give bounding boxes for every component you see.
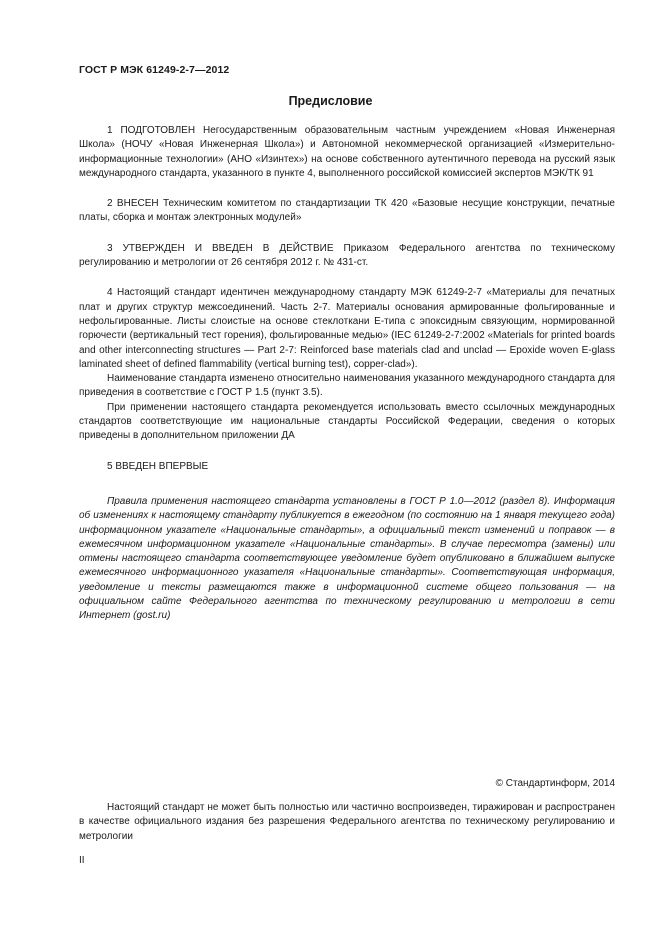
application-rules-notice: Правила применения настоящего стандарта установлены в ГОСТ Р 1.0—2012 (раздел 8). Информация об изменениях к настоящему стандарту публикуется в ежегодном (по состоянию на 1 января текущего года) информационном указателе «Национальные стандарты», а официальный текст изменений и поправок — в ежемесячном информационном указателе «Национальные стандарты». В случае пересмотра (замены) или отмены настоящего стандарта соответствующее уведомление будет опубликовано в ближайшем выпуске ежемесячного информационного указателя «Национальные стандарты». Соответствующая информация, уведомление и тексты размещаются также в информационной системе общего пользования — на официальном сайте Федерального агентства по техническому регулированию и метрологии в сети Интернет (gost.ru) (79, 496, 615, 622)
paragraph-identical-standard: 4 Настоящий стандарт идентичен международному стандарту МЭК 61249-2-7 «Материалы для печатных плат и других структур межсоединений. Часть 2-7. Материалы основания армированные фольгированные и нефольгированные. Листы слоистые на основе стеклоткани Е-типа с эпоксидным связующим, нормированной горючести (вертикальный тест горения), фольгированные медью» (IEC 61249-2-7:2002 «Materials for printed boards and other interconnecting structures — Part 2-7: Reinforced base materials clad and unclad — Epoxide woven E-glass laminated sheet of defined flammability (vertical burning test), copper-clad»). (79, 287, 615, 370)
paragraph-prepared-by: 1 ПОДГОТОВЛЕН Негосударственным образовательным частным учреждением «Новая Инженерная Школа» (НОЧУ «Новая Инженерная Школа») и Автономной некоммерческой организацией «Измерительно-информационные технологии» (АНО «Изинтех») на основе собственного аутентичного перевода на русский язык международного стандарта, указанного в пункте 4, выполненного российской комиссией экспертов МЭК/ТК 91 (79, 125, 615, 179)
paragraph-name-changed: Наименование стандарта изменено относительно наименования указанного международного стандарта для приведения в соответствие с ГОСТ Р 1.5 (пункт 3.5). (79, 373, 615, 399)
paragraph-introduced-by: 2 ВНЕСЕН Техническим комитетом по стандартизации ТК 420 «Базовые несущие конструкции, печатные платы, сборка и монтаж электронных модулей» (79, 198, 615, 224)
reproduction-notice: Настоящий стандарт не может быть полностью или частично воспроизведен, тиражирован и распространен в качестве официального издания без разрешения Федерального агентства по техническому регулированию и метрологии (79, 802, 615, 842)
page-title: Предисловие (288, 94, 373, 108)
copyright-line: © Стандартинформ, 2014 (495, 778, 615, 789)
page-number: II (79, 855, 85, 866)
paragraph-approved: 3 УТВЕРЖДЕН И ВВЕДЕН В ДЕЙСТВИЕ Приказом Федерального агентства по техническому регулированию и метрологии от 26 сентября 2012 г. № 431-ст. (79, 242, 615, 269)
foreword-body (79, 124, 615, 474)
paragraph-references: При применении настоящего стандарта рекомендуется использовать вместо ссылочных международных стандартов соответствующие им национальные стандарты Российской Федерации, сведения о которых приведены в дополнительном приложении ДА (79, 401, 615, 442)
document-header: ГОСТ Р МЭК 61249-2-7—2012 (79, 64, 230, 76)
paragraph-first-introduced: 5 ВВЕДЕН ВПЕРВЫЕ (107, 460, 209, 472)
